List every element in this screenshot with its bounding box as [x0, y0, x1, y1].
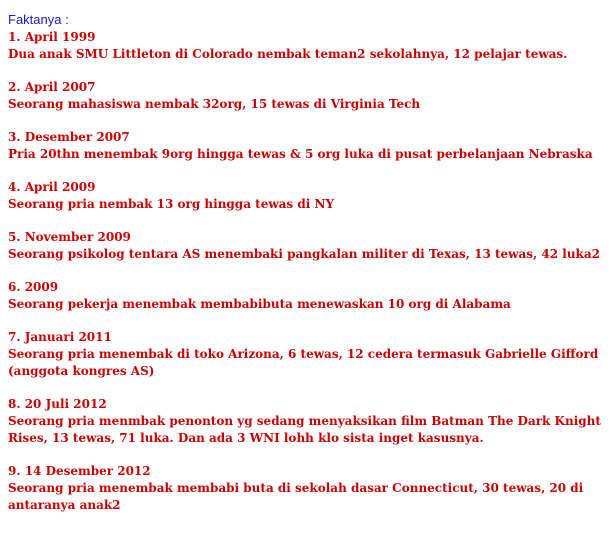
fact-description: Seorang mahasiswa nembak 32org, 15 tewas di Virginia Tech — [8, 97, 421, 111]
fact-date: 2. April 2007 — [8, 80, 96, 94]
fact-description: Dua anak SMU Littleton di Colorado nembak teman2 sekolahnya, 12 pelajar tewas. — [8, 47, 568, 61]
fact-entry — [8, 463, 608, 514]
fact-entry — [8, 179, 608, 213]
fact-entry — [8, 129, 608, 163]
fact-description: Seorang pria nembak 13 org hingga tewas di NY — [8, 197, 335, 211]
fact-date: 6. 2009 — [8, 280, 59, 294]
fact-entry — [8, 79, 608, 113]
fact-date: 5. November 2009 — [8, 230, 131, 244]
fact-description: Pria 20thn menembak 9org hingga tewas & 5 org luka di pusat perbelanjaan Nebraska — [8, 147, 593, 161]
fact-entry — [8, 396, 608, 447]
fact-date: 8. 20 Juli 2012 — [8, 397, 107, 411]
facts-document — [8, 12, 608, 530]
fact-entry — [8, 229, 608, 263]
fact-description: Seorang psikolog tentara AS menembaki pangkalan militer di Texas, 13 tewas, 42 luka2 — [8, 247, 600, 261]
fact-entry — [8, 29, 608, 63]
fact-description: Seorang pekerja menembak membabibuta menewaskan 10 org di Alabama — [8, 297, 511, 311]
fact-entry — [8, 279, 608, 313]
fact-date: 9. 14 Desember 2012 — [8, 464, 151, 478]
fact-date: 1. April 1999 — [8, 30, 96, 44]
fact-description: Seorang pria menembak di toko Arizona, 6 tewas, 12 cedera termasuk Gabrielle Gifford (anggota kongres AS) — [8, 347, 599, 378]
fact-date: 4. April 2009 — [8, 180, 96, 194]
fact-description: Seorang pria menmbak penonton yg sedang menyaksikan film Batman The Dark Knight Rises, 13 tewas, 71 luka. Dan ada 3 WNI lohh klo sista inget kasusnya. — [8, 414, 601, 445]
fact-description: Seorang pria menembak membabi buta di sekolah dasar Connecticut, 30 tewas, 20 di antaranya anak2 — [8, 481, 584, 512]
fact-date: 7. Januari 2011 — [8, 330, 112, 344]
fact-date: 3. Desember 2007 — [8, 130, 130, 144]
fact-entry — [8, 329, 608, 380]
facts-heading: Faktanya : — [8, 12, 69, 27]
